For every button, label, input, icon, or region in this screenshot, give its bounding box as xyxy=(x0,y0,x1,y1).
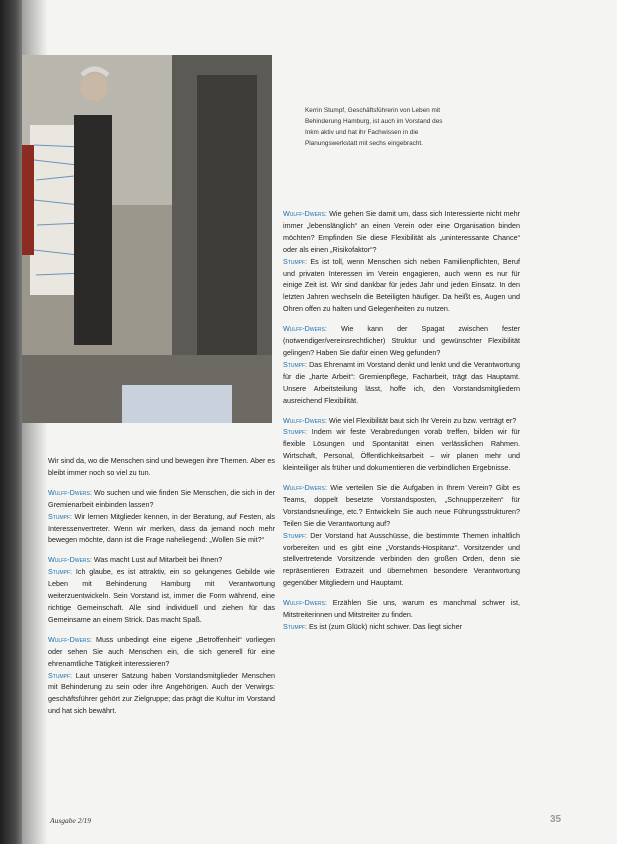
speaker-label: Stumpf: xyxy=(283,622,308,631)
question-text: Wie kann der Spagat zwischen fester (notwendiger/vereinsrechtlicher) Struktur und gewünschter Flexibilität gelingen? Haben Sie dafür einen Weg gefunden? xyxy=(283,324,520,357)
speaker-label: Wulff-Dwers: xyxy=(48,487,92,497)
answer-text: Es ist toll, wenn Menschen sich neben Familienpflichten, Beruf und privaten Interessen im Verein engagieren, auch wenn es nur für einige Zeit ist. Wir sind dankbar für jedes Jahr und jeden Einsatz. In den letzten Jahren wechseln die Beteiligten häufiger. Da heißt es, Augen und Ohren offen zu halten und Gelegenheiten zu nutzen. xyxy=(283,256,520,314)
speaker-label: Wulff-Dwers: xyxy=(48,555,92,565)
question-text: Was macht Lust auf Mitarbeit bei Ihnen? xyxy=(93,555,223,565)
speaker-label: Stumpf: xyxy=(283,256,308,266)
qa-question xyxy=(48,554,275,625)
answer-text: Es ist (zum Glück) nicht schwer. Das liegt sicher xyxy=(309,622,462,631)
answer-text: Indem wir feste Verabredungen vorab treffen, bilden wir für flexible Lösungen und Spontanität einen verlässlichen Rahmen. Wirtschaft, Personal, Öffentlichkeitsarbeit – wir planen mehr und kleinteiliger als früher und dokumentieren die verbindlichen Ergebnisse. xyxy=(283,427,520,473)
question-text: Wie gehen Sie damit um, dass sich Interessierte nicht mehr immer „lebenslänglich“ an einen Verein oder eine Organisation binden möchten? Empfinden Sie diese Flexibilität als „uninteressante Chance“ oder als einen „Risikofaktor“? xyxy=(283,209,521,254)
answer-text: Ich glaube, es ist attraktiv, ein so gelungenes Gebilde wie Leben mit Behinderung Hamburg mit Verantwortung weiterzuentwickeln. Sein Vorstand ist, immer die Form während, eine richtige Gemeinschaft. Alle sind individuell und ziehen für das Gemeinsame an einem Strick. Das macht Spaß. xyxy=(48,567,275,624)
qa-question xyxy=(48,487,275,547)
page-number: 35 xyxy=(550,814,562,825)
answer-text: Laut unserer Satzung haben Vorstandsmitglieder Menschen mit Behinderung zu sein oder ihre Angehörigen. Auch der Verwirgs: geschäftsführer gehört zur Zielgruppe; das prägt die Kultur im Vorstand und hat sich bewährt. xyxy=(48,670,275,716)
intro-paragraph: Wir sind da, wo die Menschen sind und bewegen ihre Themen. Aber es bleibt immer noch so viel zu tun. xyxy=(48,456,275,477)
answer-text: Wir lernen Mitglieder kennen, in der Beratung, auf Festen, als Interessenvertreter. Wenn wir merken, dass da jemand noch mehr bewegen möchte, dann ist die Frage naheliegend: „Wollen Sie mit?“ xyxy=(48,511,276,545)
answer-text: Das Ehrenamt im Vorstand denkt und lenkt und die Verantwortung für die „harte Arbeit“: Gremienpflege, Facharbeit, trägt das Hauptamt. Unsere Arbeitsteilung lässt, hoffe ich, den Vorstandsmitgliedern ausreichend Flexibilität. xyxy=(283,359,521,405)
speaker-label: Wulff-Dwers: xyxy=(283,598,327,608)
answer-text: Der Vorstand hat Ausschüsse, die bestimmte Themen inhaltlich vorbereiten und es gibt eine „Vorstands-Hospitanz“. Vorsitzender und stellvertretende Vorsitzende verbinden den großen Orden, denn sie repräsentieren Extrazeit und übernehmen besondere Verantwortung gegenüber Mitgliedern und Hauptamt. xyxy=(283,530,520,588)
speaker-label: Wulff-Dwers: xyxy=(283,415,327,425)
qa-question xyxy=(283,323,520,406)
speaker-label: Stumpf: xyxy=(283,427,308,437)
qa-question xyxy=(283,208,520,315)
question-text: Erzählen Sie uns, warum es manchmal schwer ist, Mitstreiterinnen und Mitstreiter zu finden. xyxy=(283,598,520,620)
event-photo xyxy=(22,55,272,423)
speaker-label: Stumpf: xyxy=(48,670,73,680)
speaker-label: Stumpf: xyxy=(48,567,73,577)
question-text: Muss unbedingt eine eigene „Betroffenheit“ vorliegen oder sehen Sie auch Menschen ein, die sich generell für eine ehrenamtliche Tätigkeit interessieren? xyxy=(48,634,275,668)
speaker-label: Stumpf: xyxy=(283,359,308,369)
photo-caption: Kerrin Stumpf, Geschäftsführerin von Leben mit Behinderung Hamburg, ist auch im Vorstand des Inkm aktiv und hat ihr Fachwissen in die Planungswerkstatt mit sechs eingebracht. xyxy=(305,107,443,147)
question-text: Wo suchen und wie finden Sie Menschen, die sich in der Gremienarbeit einbinden lassen? xyxy=(48,487,275,509)
qa-question xyxy=(283,415,520,475)
qa-question xyxy=(48,634,275,717)
adjacent-page-edge xyxy=(0,0,22,844)
speaker-label: Stumpf: xyxy=(48,511,73,521)
speaker-label: Stumpf: xyxy=(283,530,308,540)
speaker-label: Wulff-Dwers: xyxy=(283,324,327,334)
question-text: Wie viel Flexibilität baut sich Ihr Verein zu bzw. verträgt er? xyxy=(328,415,517,425)
qa-question xyxy=(283,597,520,633)
right-column xyxy=(283,208,520,641)
speaker-label: Wulff-Dwers: xyxy=(283,209,327,218)
left-column xyxy=(48,455,275,725)
speaker-label: Wulff-Dwers: xyxy=(48,634,92,644)
speaker-label: Wulff-Dwers: xyxy=(283,483,327,493)
qa-question xyxy=(283,482,520,589)
issue-footer: Ausgabe 2/19 xyxy=(50,816,92,825)
question-text: Wie verteilen Sie die Aufgaben in Ihrem Verein? Gibt es Teams, doppelt besetzte Vorstandsposten, „Schnupperzeiten“ für Vorstandsneulinge, etc.? Entwickeln Sie auch neue Führungsstrukturen? Teilen Sie die Verantwortung auf? xyxy=(283,483,521,528)
magazine-page xyxy=(22,0,617,844)
